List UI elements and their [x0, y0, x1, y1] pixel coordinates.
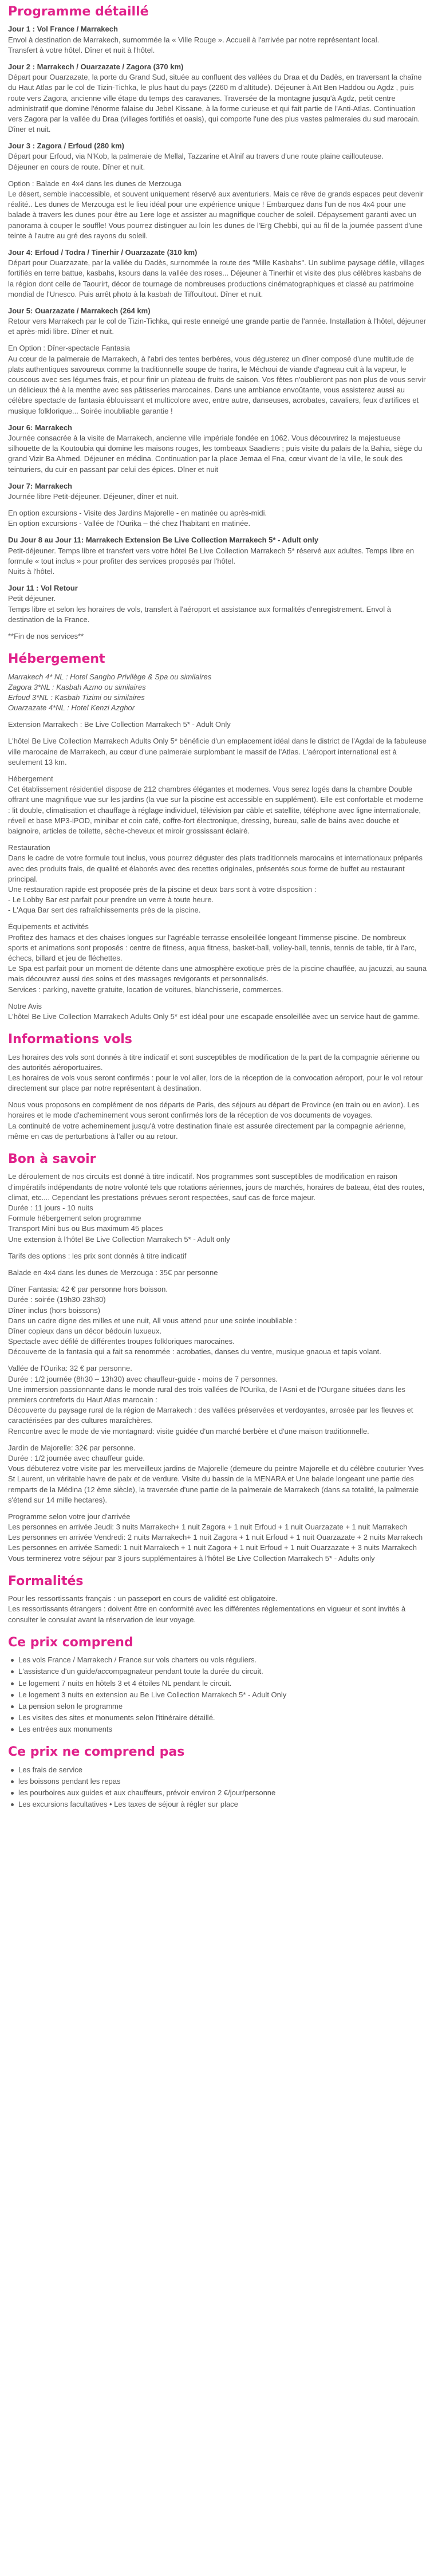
section-title: Informations vols	[8, 1032, 132, 1047]
paragraph: Nous vous proposons en complément de nos départs de Paris, des séjours au départ de Province (en train ou en avion). Les horaires et le mode d'acheminement vous seront confirmés lors de la réception de vos documents de voyages. La continuité de votre acheminement jusqu'à votre destination finale est assurée directement par la compagnie aérienne, même en cas de perturbations à l'aller ou au retour.	[8, 1100, 420, 1140]
day-heading: Jour 6: Marrakech	[8, 423, 72, 432]
paragraph: Retour vers Marrakech par le col de Tizin-Tichka, qui reste enneigé une grande partie de l'année. Installation à l'hôtel, déjeuner et après-midi libre. Dîner et nuit.	[8, 317, 427, 336]
paragraph: Vallée de l'Ourika: 32 € par personne. Durée : 1/2 journée (8h30 – 13h30) avec chauffeur-guide - moins de 7 personnes. Une immersion passionnante dans le monde rural des trois vallées de l'Ourika, de l'Asni et de l'Ourgane situées dans les premiers contreforts du Haut Atlas marocain : Découverte du paysage rural de la région de Marrakech : des vallées préservées et verdoyantes, arrosée par les fleuves et caractérisées par des cultures maraîchères. Rencontre avec le mode de vie montagnard: visite guidée d'un marché berbère et d'une maison traditionnelle.	[8, 1364, 413, 1436]
paragraph: Pour les ressortissants français : un passeport en cours de validité est obligatoire. Les ressortissants étrangers : doivent être en conformité avec les différentes réglementations en vigueur et sont invités à consulter le consulat avant la réservation de leur voyage.	[8, 1594, 406, 1624]
paragraph: Envol à destination de Marrakech, surnommée la « Ville Rouge ». Accueil à l'arrivée par notre représentant local. Transfert à votre hôtel. Dîner et nuit à l'hôtel.	[8, 35, 380, 54]
paragraph: Petit-déjeuner. Temps libre et transfert vers votre hôtel Be Live Collection Marrakech 5* réservé aux adultes. Temps libre en formule « tout inclus » pour profiter des services proposés par l'hôtel. Nuits à l'hôtel.	[8, 546, 415, 576]
day-heading: Du Jour 8 au Jour 11: Marrakech Extension Be Live Collection Marrakech 5* - Adult only	[8, 536, 319, 545]
section-title: Formalités	[8, 1574, 84, 1588]
section-title: Programme détaillé	[8, 5, 149, 19]
section-6	[8, 1745, 427, 1810]
list-item: Les vols France / Marrakech / France sur vols charters ou vols réguliers.	[18, 1655, 427, 1665]
paragraph: L'hôtel Be Live Collection Marrakech Adults Only 5* bénéficie d'un emplacement idéal dans le district de l'Agdal de la fabuleuse ville marocaine de Marrakech, au cœur d'une palmeraie surplombant le massif de l'Atlas. L'aéroport international est à seulement 13 km.	[8, 737, 427, 766]
paragraph: **Fin de nos services**	[8, 631, 84, 640]
section-title: Hébergement	[8, 652, 105, 667]
list-item: Les visites des sites et monuments selon l'itinéraire détaillé.	[18, 1713, 427, 1723]
paragraph: Le déroulement de nos circuits est donné à titre indicatif. Nos programmes sont susceptibles de modification en raison d'impératifs indépendants de notre volonté tels que rotations aériennes, jours de marchés, horaires de bateau, état des routes, climat, etc.... Cependant les prestations prévues seront respectées, sauf cas de force majeur. Durée : 11 jours - 10 nuits Formule hébergement selon programme Transport Mini bus ou Bus maximum 45 places Une extension à l'hôtel Be Live Collection Marrakech 5* - Adult only	[8, 1172, 425, 1244]
paragraph: Programme selon votre jour d'arrivée Les personnes en arrivée Jeudi: 3 nuits Marrakech+ 1 nuit Zagora + 1 nuit Erfoud + 1 nuit Ouarzazate + 1 nuit Marrakech Les personnes en arrivée Vendredi: 2 nuits Marrakech+ 1 nuit Zagora + 1 nuit Erfoud + 1 nuit Ouarzazate + 2 nuits Marrakech Les personnes en arrivée Samedi: 1 nuit Marrakech + 1 nuit Zagora + 1 nuit Erfoud + 1 nuit Ouarzazate + 3 nuits Marrakech Vous terminerez votre séjour par 3 jours supplémentaires à l'hôtel Be Live Collection Marrakech 5* - Adults only	[8, 1512, 423, 1563]
paragraph: Équipements et activités Profitez des hamacs et des chaises longues sur l'agréable terrasse ensoleillée longeant l'immense piscine. De nombreux sports et animations sont proposés : centre de fitness, aqua fitness, basket-ball, volley-ball, tennis, tennis de table, tir à l'arc, échecs, billard et jeu de fléchettes. Le Spa est parfait pour un moment de détente dans une atmosphère exotique près de la piscine chauffée, au jacuzzi, au sauna mais découvrez aussi des soins et des massages revigorants et personnalisés. Services : parking, navette gratuite, location de voitures, blanchisserie, commerces.	[8, 922, 427, 994]
paragraph: Petit déjeuner. Temps libre et selon les horaires de vols, transfert à l'aéroport et assistance aux formalités d'enregistrement. Envol à destination de la France.	[8, 594, 392, 624]
day-heading: Jour 4: Erfoud / Todra / Tinerhir / Ouarzazate (310 km)	[8, 247, 198, 257]
section-2	[8, 1032, 427, 1142]
section-1	[8, 652, 427, 1022]
paragraph: Tarifs des options : les prix sont donnés à titre indicatif	[8, 1251, 187, 1260]
day-heading: Jour 11 : Vol Retour	[8, 584, 78, 593]
paragraph: Journée consacrée à la visite de Marrakech, ancienne ville impériale fondée en 1062. Vous découvrirez la majestueuse silhouette de la Koutoubia qui domine les maisons rouges, les tombeaux Saadiens ; puis visite du palais de la Bahia, siège du grand Vizir Ba Ahmed. Déjeuner en médina. Continuation par la place Jemaa el Fna, cœur vivant de la ville, le souk des teinturiers, du cuir en passant par celui des épices. Dîner et nuit	[8, 433, 423, 474]
hotel-list: Marrakech 4* NL : Hotel Sangho Privilège & Spa ou similaires Zagora 3*NL : Kasbah Azmo ou similaires Erfoud 3*NL : Kasbah Tizimi ou similaires Ouarzazate 4*NL : Hotel Kenzi Azghor	[8, 672, 212, 713]
section-5	[8, 1635, 427, 1735]
list-item: L'assistance d'un guide/accompagnateur pendant toute la durée du circuit.	[18, 1666, 427, 1677]
section-4	[8, 1574, 427, 1625]
paragraph: En Option : Dîner-spectacle Fantasia Au cœur de la palmeraie de Marrakech, à l'abri des tentes berbères, vous dégusterez un dîner composé d'une multitude de plats authentiques savoureux comme la traditionnelle soupe de harira, le Méchoui de viande d'agneau cuit à la vapeur, le couscous avec ses légumes frais, et pour finir un plateau de fruits de saison. Vos fêtes n'oublieront pas non plus de vous servir un délicieux thé à la menthe avec ses pâtisseries marocaines. Dans une ambiance envoûtante, vous assisterez aussi au célèbre spectacle de fantasia éblouissant et multicolore avec, entre autre, danseuses, acrobates, cavaliers, feux d'artifices et musique folklorique... Soirée inoubliable garantie !	[8, 344, 426, 415]
paragraph: Départ pour Ouarzazate, la porte du Grand Sud, située au confluent des vallées du Draa et du Dadès, en traversant la chaîne du Haut Atlas par le col de Tizin-Tichka, le plus haut du pays (2260 m d'altitude). Déjeuner à Aït Ben Haddou ou Agdz , puis route vers Zagora, ancienne ville étape du temps des caravanes. Traversée de la montagne jusqu'à Agdz, petit centre administratif que domine l'énorme falaise du Jebel Kissane, à la forme curieuse et qui fait partie de l'Anti-Atlas. Continuation vers Zagora par la vallée du Draa (villages fortifiés et oasis), qui comporte l'une des plus vastes palmeraies du sud marocain. Dîner et nuit.	[8, 73, 422, 134]
day-heading: Jour 7: Marrakech	[8, 481, 72, 490]
day-heading: Jour 2 : Marrakech / Ouarzazate / Zagora (370 km)	[8, 62, 184, 71]
paragraph: Les horaires des vols sont donnés à titre indicatif et sont susceptibles de modification de la part de la compagnie aérienne ou des autorités aéroportuaires. Les horaires de vols vous seront confirmés : pour le vol aller, lors de la réception de la convocation aéroport, pour le vol retour directement sur place par notre représentant à destination.	[8, 1052, 423, 1093]
list-item: Le logement 3 nuits en extension au Be Live Collection Marrakech 5* - Adult Only	[18, 1690, 427, 1700]
list-item: Le logement 7 nuits en hôtels 3 et 4 étoiles NL pendant le circuit.	[18, 1678, 427, 1689]
list-item: Les entrées aux monuments	[18, 1724, 427, 1735]
list-item: Les frais de service	[18, 1765, 427, 1775]
paragraph: Hébergement Cet établissement résidentiel dispose de 212 chambres élégantes et modernes. Vous serez logés dans la chambre Double offrant une magnifique vue sur les jardins (la vue sur la piscine est accessible en supplément). Elle est confortable et moderne : lit double, climatisation et chauffage à réglage individuel, télévision par câble et satellite, téléphone avec ligne internationale, réveil et base MP3-iPOD, minibar et coin café, coffre-fort électronique, dressing, bureau, salle de bains avec douche et baignoire, articles de toilette, sèche-cheveux et miroir grossissant éclairé.	[8, 774, 424, 835]
list-item: Les excursions facultatives • Les taxes de séjour à régler sur place	[18, 1799, 427, 1810]
paragraph: En option excursions - Visite des Jardins Majorelle - en matinée ou après-midi. En option excursions - Vallée de l'Ourika – thé chez l'habitant en matinée.	[8, 509, 267, 528]
section-0	[8, 5, 427, 642]
section-title: Ce prix comprend	[8, 1635, 133, 1650]
paragraph: Jardin de Majorelle: 32€ par personne. Durée : 1/2 journée avec chauffeur guide. Vous débuterez votre visite par les merveilleux jardins de Majorelle (demeure du peintre Majorelle et du célèbre couturier Yves St Laurent, un véritable havre de paix et de verdure. Visite du bassin de la MENARA et Une balade longeant une partie des remparts de la Médina (12 ème siècle), la traversée d'une partie de la palmeraie de Marrakech (dans sa totalité, la palmeraie s'étend sur 14 mille hectares).	[8, 1443, 424, 1504]
list-item: les pourboires aux guides et aux chauffeurs, prévoir environ 2 €/jour/personne	[18, 1788, 427, 1798]
bullet-list	[8, 1765, 427, 1810]
day-heading: Jour 5: Ouarzazate / Marrakech (264 km)	[8, 306, 151, 315]
paragraph: Départ pour Erfoud, via N'Kob, la palmeraie de Mellal, Tazzarine et Alnif au travers d'une route plaine caillouteuse. Déjeuner en cours de route. Dîner et nuit.	[8, 152, 384, 171]
list-item: les boissons pendant les repas	[18, 1776, 427, 1787]
paragraph: Restauration Dans le cadre de votre formule tout inclus, vous pourrez déguster des plats traditionnels marocains et internationaux préparés avec des produits frais, de qualité et élaborés avec des recettes originales, présentés sous forme de buffet au restaurant principal. Une restauration rapide est proposée près de la piscine et deux bars sont à votre disposition : - Le Lobby Bar est parfait pour prendre un verre à toute heure. - L'Aqua Bar sert des rafraîchissements près de la piscine.	[8, 843, 423, 915]
list-item: La pension selon le programme	[18, 1701, 427, 1712]
paragraph: Option : Balade en 4x4 dans les dunes de Merzouga Le désert, semble inaccessible, et souvent uniquement réservé aux aventuriers. Mais ce rêve de grands espaces peut devenir réalité.. Les dunes de Merzouga est le lieu idéal pour une expérience unique ! Embarquez dans l'un de nos 4x4 pour une balade à travers les dunes pour être au 1ere loge et assister au magnifique coucher de soleil. Dépaysement garanti avec un panorama à couper le souffle! Vous pourrez distinguer au loin les dunes de l'Erg Chebbi, qui au fil de la journée passent d'une teinte à l'autre au gré des rayons du soleil.	[8, 179, 424, 240]
day-heading: Jour 3 : Zagora / Erfoud (280 km)	[8, 141, 124, 151]
paragraph: Balade en 4x4 dans les dunes de Merzouga : 35€ par personne	[8, 1268, 218, 1277]
section-title: Ce prix ne comprend pas	[8, 1745, 185, 1760]
paragraph: Dîner Fantasia: 42 € par personne hors boisson. Durée : soirée (19h30-23h30) Dîner inclus (hors boissons) Dans un cadre digne des milles et une nuit, All vous attend pour une soirée inoubliable : Dîner copieux dans un décor bédouin luxueux. Spectacle avec défilé de différentes troupes folkloriques marocaines. Découverte de la fantasia qui a fait sa renommée : acrobaties, danses du ventre, musique gnaoua et tapis volant.	[8, 1285, 381, 1356]
paragraph: Extension Marrakech : Be Live Collection Marrakech 5* - Adult Only	[8, 720, 231, 729]
day-heading: Jour 1 : Vol France / Marrakech	[8, 25, 118, 34]
section-3	[8, 1152, 427, 1564]
bullet-list	[8, 1655, 427, 1735]
paragraph: Départ pour Ouarzazate, par la vallée du Dadès, surnommée la route des "Mille Kasbahs". Un sublime paysage défile, villages fortifiés en terre battue, kasbahs, ksours dans la vallée des roses... Déjeuner à Tinerhir et visite des plus célèbres kasbahs de la région dont celle de Taourirt, décor de tournage de nombreuses productions cinématographiques et classé au patrimoine mondial de l'Unesco. Puis arrêt photo à la kasbah de Tiffoultout. Dîner et nuit.	[8, 258, 425, 298]
section-title: Bon à savoir	[8, 1152, 96, 1167]
paragraph: Notre Avis L'hôtel Be Live Collection Marrakech Adults Only 5* est idéal pour une escapade ensoleillée avec un service haut de gamme.	[8, 1001, 420, 1021]
paragraph: Journée libre Petit-déjeuner. Déjeuner, dîner et nuit.	[8, 491, 179, 501]
